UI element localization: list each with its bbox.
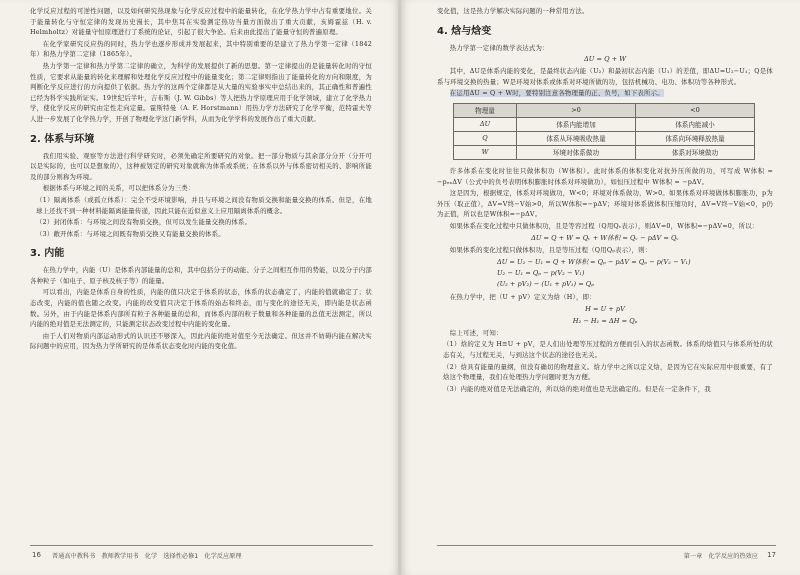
paragraph: 热力学第一定律和热力学第二定律的确立，为科学的发展提供了新的思想。第一定律提出的是能量转化时的守恒性质，它要求从能量的转化来理解和处理化学反应过程中的能量变化；第二定律则指出了能量转化的方向和限度，为判断化学反应进行的方向提供了依据。热力学的这两个定律都是从大量的实验事实中总结出来的，其正确性和普遍性已经为科学实践所证实。19世纪后半叶，吉布斯（J. W. Gibbs）等人把热力学原理应用于化学领域，建立了化学热力学，使化学反应的研究由定性走向定量。霍斯特曼（A. F. Horstmann）用热力学方法研究了化学平衡，范特霍夫等人进一步发展了化学热力学，开创了物理化学这门新学科，从而为化学学科的发展作出了重大贡献。	[30, 61, 372, 123]
table-header-cell: >0	[517, 103, 636, 117]
paragraph: 综上可述，可知：	[449, 328, 503, 337]
highlight-text: 在运用ΔU = Q + W时，要特别注意各物理量的正、负号，如下表所示。	[449, 89, 664, 98]
left-page-content	[30, 6, 372, 535]
table-row	[454, 145, 755, 159]
table-cell: Q	[454, 131, 517, 145]
running-title: 普通高中教科书 教师教学用书 化学 选择性必修1 化学反应原理	[52, 553, 242, 560]
table-cell: 体系对环境做功	[636, 145, 755, 159]
paragraph: 许多体系在变化时往往只做体积功（W体积）。此时体系的体积变化对抗外压所做的功，可写成 W体积 = −pₑₓΔV（公式中的负号表明体积膨胀时体系对环境做功），如恒压过程中 W体积 = −pΔV。	[437, 166, 773, 186]
table-cell: 体系内能增加	[517, 117, 636, 131]
equation-enthalpy-definition: H = U + pV	[585, 304, 625, 313]
table-cell: 体系从环境吸收热量	[517, 131, 636, 145]
right-page-content	[437, 6, 773, 535]
list-item: （1）焓的定义为 H≡U + pV，是人们出处理等压过程的方便而引入的状态函数。体系的焓值只与体系所处的状态有关，与过程无关，与到达这个状态的途径也无关。	[443, 340, 773, 359]
right-page-footer	[401, 535, 800, 575]
table-cell: W	[454, 145, 517, 159]
paragraph: 热力学第一定律的数学表达式为：	[449, 43, 549, 52]
paragraph: 根据体系与环境之间的关系，可以把体系分为三类：	[42, 184, 195, 193]
table-header-cell: <0	[636, 103, 755, 117]
section-heading-system-environment: 2. 体系与环境	[30, 133, 95, 145]
table-cell: 体系内能减小	[636, 117, 755, 131]
paragraph: 化学反应过程的可逆性问题，以及如何研究热现象与化学反应过程中的能量转化，在化学热力学中占有重要地位。关于能量转化与守恒定律的发现历史漫长，其中焦耳在实验测定热功当量方面做出了重大贡献，亥姆霍兹（H. v. Helmholtz）对能量守恒原理进行了系统的论证，引起了很大争论。后来由此提出了能量守恒的普遍原理。	[30, 7, 372, 37]
table-cell: 环境对体系做功	[517, 145, 636, 159]
paragraph: 可以看出，内能是体系自身的性质，内能的值只决定于体系的状态，体系的状态确定了，内能的值就确定了；状态改变，内能的值也随之改变。内能的改变值只决定于体系的始态和终态，而与变化的途径无关，即内能是状态函数。另外，由于内能是体系内部所有粒子各种能量的总和，而体系内部的粒子数量和各种能量的总值无法测定，所以内能的绝对值是无法测定的，只能测定状态改变过程中内能的变化量。	[30, 288, 372, 329]
highlighted-note	[437, 88, 773, 99]
paragraph: 在热力学中，把（U + pV）定义为焓（H），即：	[449, 293, 596, 302]
paragraph: 如果体系在变化过程中只做体积功，且是等容过程（Q用Qᵥ表示），则ΔV=0，W体积=−pΔV=0，所以：	[449, 221, 759, 230]
section-heading-internal-energy: 3. 内能	[30, 248, 65, 260]
equation-block-isobaric	[437, 257, 773, 290]
equation-isochoric: ΔU = Q + W = Qᵥ + W体积 = Qᵥ − pΔV = Qᵥ	[531, 233, 679, 242]
list-item: （1）隔离体系（或孤立体系）：完全不受环境影响，并且与环境之间没有物质交换和能量交换的体系。但是，在地球上还找不到一种材料能隔离能量传递，因此只能在近似意义上应用隔离体系的概念。	[36, 195, 372, 215]
table-cell: 体系向环境释放热量	[636, 131, 755, 145]
sign-convention-table	[453, 103, 755, 160]
table-row	[454, 131, 755, 145]
equation-first-law: ΔU = Q + W	[584, 55, 626, 64]
equation-line: (U₂ + pV₂) − (U₁ + pV₁) = Qₚ	[497, 280, 594, 289]
right-page	[401, 0, 800, 575]
paragraph: 这是因为，根据规定，体系对环境做功，W<0；环境对体系做功，W>0。如果体系对环境做体积膨胀功，p为外压（取正值），ΔV=V终−V始>0，所以W体积=−pΔV；环境对体系做体积压缩功时，ΔV=V终−V始<0，p仍为正值，所以也是W体积=−pΔV。	[437, 189, 773, 219]
left-page-footer	[0, 535, 399, 575]
footer-rule	[437, 545, 776, 546]
page-number: 16	[32, 551, 41, 559]
paragraph: 其中，ΔU是体系内能的变化，是最终状态内能（U₂）和最初状态内能（U₁）的差值，即ΔU=U₂−U₁；Q是体系与环境交换的热量；W是环境对体系或体系对环境所做的功，包括机械功、电功、体积功等各种形式。	[437, 67, 773, 86]
list-item: （2）焓具有能量的量纲，但没有确切的物理意义。焓力学中之所以定义焓，是因为它在实际应用中很重要，有了焓这个物理量，我们在处理热力学问题时更为方便。	[443, 362, 773, 382]
paragraph: 在化学家研究反应热的同时，热力学也逐步形成并发展起来，其中特别重要的是建立了热力学第一定律（1842年）和热力学第二定律（1865年）。	[30, 39, 372, 59]
table-header-row	[454, 103, 755, 117]
paragraph: 我们用实验、观察等方法进行科学研究时，必须先确定所要研究的对象。把一部分物质与其余部分分开（分开可以是实际的，也可以是想象的），这种被划定的研究对象就称为体系或系统；在体系以外与体系密切相关的、影响所能及的部分则称为环境。	[30, 151, 372, 181]
list-item: （3）敞开体系：与环境之间既有物质交换又有能量交换的体系。	[36, 229, 225, 238]
list-item: （2）封闭体系：与环境之间没有物质交换，但可以发生能量交换的体系。	[36, 218, 252, 227]
equation-line: ΔU = U₂ − U₁ = Q + W体积 = Qₚ − pΔV = Qₚ − p(V₂ − V₁)	[497, 258, 691, 267]
table-cell: ΔU	[454, 117, 517, 131]
page-number: 17	[767, 551, 776, 559]
paragraph: 如果体系的变化过程只做体积功，且是等压过程（Q用Qₚ表示），则：	[449, 245, 652, 254]
paragraph: 变化值，这是热力学解决实际问题的一种常用方法。	[437, 7, 589, 15]
list-item: （3）内能的绝对值是无法确定的，所以焓的绝对值也是无法确定的。但是在一定条件下，我	[443, 384, 711, 393]
equation-enthalpy-change: H₂ − H₁ = ΔH = Qₚ	[572, 316, 638, 325]
table-row	[454, 117, 755, 131]
paragraph: 在热力学中，内能（U）是体系内部能量的总和，其中包括分子的动能、分子之间相互作用的势能，以及分子内部各种粒子（如电子、原子核及核子等）的能量。	[30, 266, 372, 285]
section-heading-enthalpy: 4. 焓与焓变	[437, 25, 492, 37]
footer-rule	[30, 545, 373, 546]
equation-line: U₂ − U₁ = Qₚ − p(V₂ − V₁)	[497, 269, 585, 278]
left-page	[0, 0, 399, 575]
running-title: 第一章 化学反应的热效应	[683, 553, 758, 560]
paragraph: 由于人们对物质内部运动形式的认识还不够深入，因此内能的绝对值至今无法确定。但这并不妨碍内能在解决实际问题中的应用，因为热力学所研究的是体系状态变化时内能的变化值。	[30, 331, 372, 351]
table-header-cell: 物理量	[454, 103, 517, 117]
